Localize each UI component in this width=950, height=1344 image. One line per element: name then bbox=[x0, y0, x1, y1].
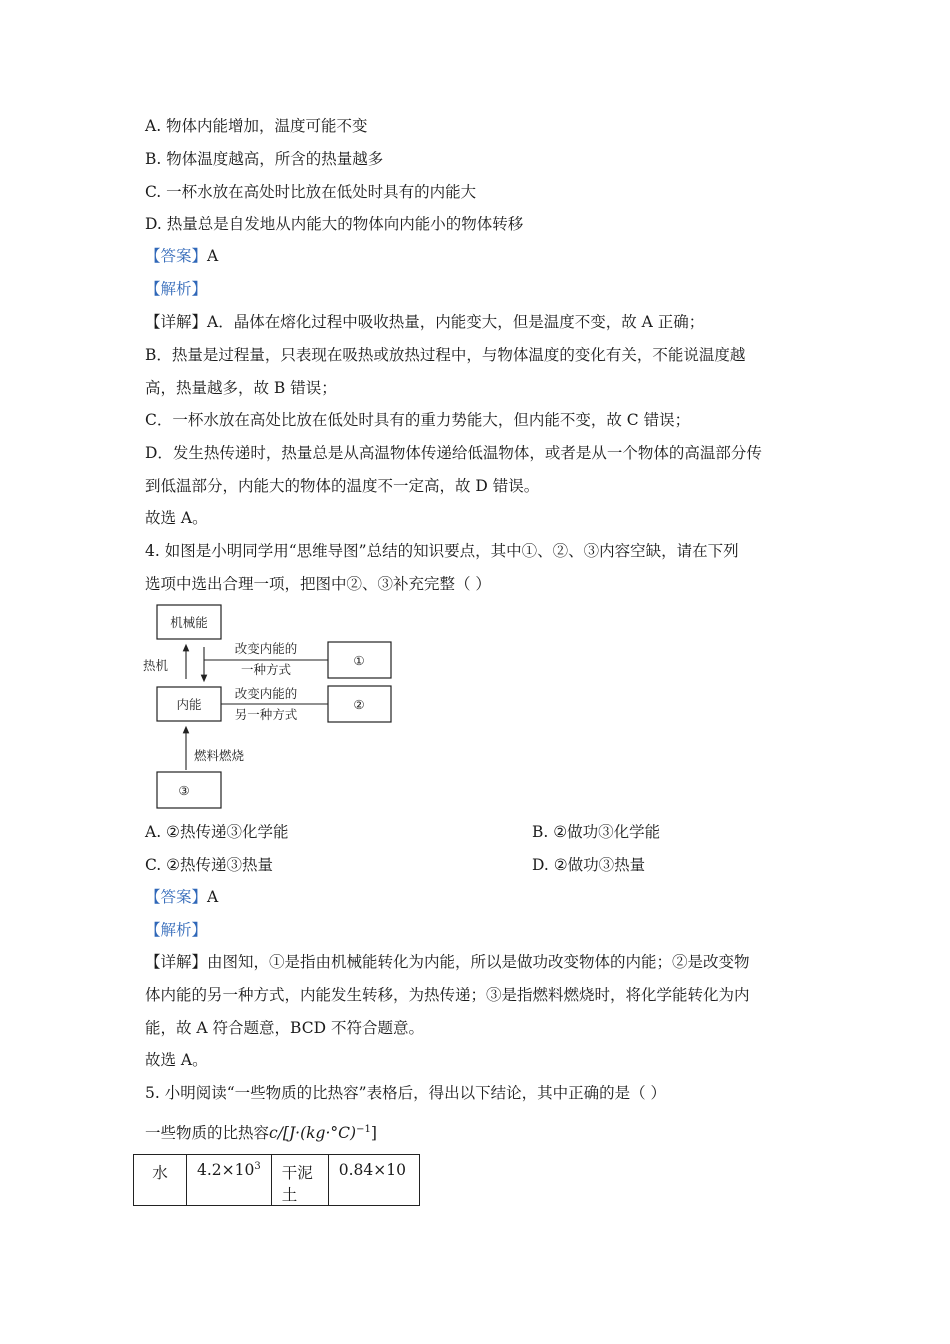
q3-option-b: B. 物体温度越高，所含的热量越多 bbox=[145, 150, 384, 168]
table-cell: 干泥土 bbox=[271, 1155, 328, 1206]
q5-table-caption bbox=[145, 1120, 377, 1143]
answer-tag: 【答案】 bbox=[145, 888, 208, 906]
q4-stem-2: 选项中选出合理一项，把图中②、③补充完整（ ） bbox=[145, 575, 491, 593]
box-3-label: ③ bbox=[178, 783, 190, 798]
box-internal-energy-label: 内能 bbox=[176, 697, 202, 712]
q4-conclusion: 故选 A。 bbox=[145, 1051, 208, 1069]
q3-detail-4a: D．发生热传递时，热量总是从高温物体传递给低温物体，或者是从一个物体的高温部分传 bbox=[145, 444, 762, 462]
q5-stem: 5. 小明阅读“一些物质的比热容”表格后，得出以下结论，其中正确的是（ ） bbox=[145, 1084, 666, 1102]
q3-detail-1 bbox=[145, 312, 704, 332]
mind-map-diagram bbox=[140, 598, 400, 813]
box-1-label: ① bbox=[353, 653, 365, 668]
box-2-label: ② bbox=[353, 697, 365, 712]
answer-tag: 【答案】 bbox=[145, 247, 208, 265]
q4-option-c: C. ②热传递③热量 bbox=[145, 856, 274, 874]
answer-value: A bbox=[207, 247, 219, 265]
q3-conclusion: 故选 A。 bbox=[145, 509, 208, 527]
detail-tag: 【详解】 bbox=[145, 313, 208, 331]
label-way2-b: 另一种方式 bbox=[234, 707, 298, 722]
q4-detail-1 bbox=[145, 952, 750, 972]
q3-detail-4b: 到低温部分，内能大的物体的温度不一定高，故 D 错误。 bbox=[145, 477, 540, 495]
q3-answer bbox=[145, 246, 218, 266]
label-way1-a: 改变内能的 bbox=[234, 641, 298, 656]
analysis-tag: 【解析】 bbox=[145, 921, 208, 939]
answer-value: A bbox=[207, 888, 219, 906]
q3-detail-2b: 高，热量越多，故 B 错误； bbox=[145, 379, 337, 397]
label-way2-a: 改变内能的 bbox=[234, 686, 298, 701]
q3-detail-3: C．一杯水放在高处比放在低处时具有的重力势能大，但内能不变，故 C 错误； bbox=[145, 411, 691, 429]
label-fuel-burning: 燃料燃烧 bbox=[194, 748, 245, 763]
q4-answer bbox=[145, 887, 218, 907]
box-mechanical-energy-label: 机械能 bbox=[170, 615, 208, 630]
q4-detail-2: 体内能的另一种方式，内能发生转移，为热传递；③是指燃料燃烧时，将化学能转化为内 bbox=[145, 986, 750, 1004]
table-cell: 0.84×10 bbox=[328, 1155, 419, 1206]
detail-text: 由图知，①是指由机械能转化为内能，所以是做功改变物体的内能；②是改变物 bbox=[207, 953, 750, 971]
q4-stem-1: 4. 如图是小明同学用“思维导图”总结的知识要点，其中①、②、③内容空缺，请在下列 bbox=[145, 542, 739, 560]
q3-analysis-tag bbox=[145, 279, 207, 299]
q4-option-b: B. ②做功③化学能 bbox=[532, 823, 661, 841]
analysis-tag: 【解析】 bbox=[145, 280, 208, 298]
detail-text: A．晶体在熔化过程中吸收热量，内能变大，但是温度不变，故 A 正确； bbox=[207, 313, 705, 331]
q3-option-d: D. 热量总是自发地从内能大的物体向内能小的物体转移 bbox=[145, 215, 524, 233]
q3-option-a: A. 物体内能增加，温度可能不变 bbox=[145, 117, 368, 135]
q4-option-a: A. ②热传递③化学能 bbox=[145, 823, 289, 841]
q3-option-c: C. 一杯水放在高处时比放在低处时具有的内能大 bbox=[145, 183, 477, 201]
caption-exponent: −1 bbox=[356, 1124, 371, 1135]
q4-analysis-tag bbox=[145, 920, 207, 940]
detail-tag: 【详解】 bbox=[145, 953, 208, 971]
table-cell: $4.2\times 10^3$ bbox=[187, 1155, 272, 1206]
caption-unit: c/[J·(kg·°C) bbox=[269, 1124, 357, 1143]
q4-detail-3: 能，故 A 符合题意，BCD 不符合题意。 bbox=[145, 1019, 424, 1037]
caption-end: ] bbox=[370, 1124, 377, 1143]
label-heat-engine: 热机 bbox=[143, 658, 169, 673]
q3-detail-2a: B．热量是过程量，只表现在吸热或放热过程中，与物体温度的变化有关，不能说温度越 bbox=[145, 346, 746, 364]
caption-text: 一些物质的比热容 bbox=[145, 1124, 270, 1143]
specific-heat-table bbox=[133, 1154, 420, 1206]
label-way1-b: 一种方式 bbox=[240, 662, 292, 677]
table-row bbox=[134, 1155, 420, 1206]
q4-option-d: D. ②做功③热量 bbox=[532, 856, 646, 874]
table-cell: 水 bbox=[134, 1155, 187, 1206]
